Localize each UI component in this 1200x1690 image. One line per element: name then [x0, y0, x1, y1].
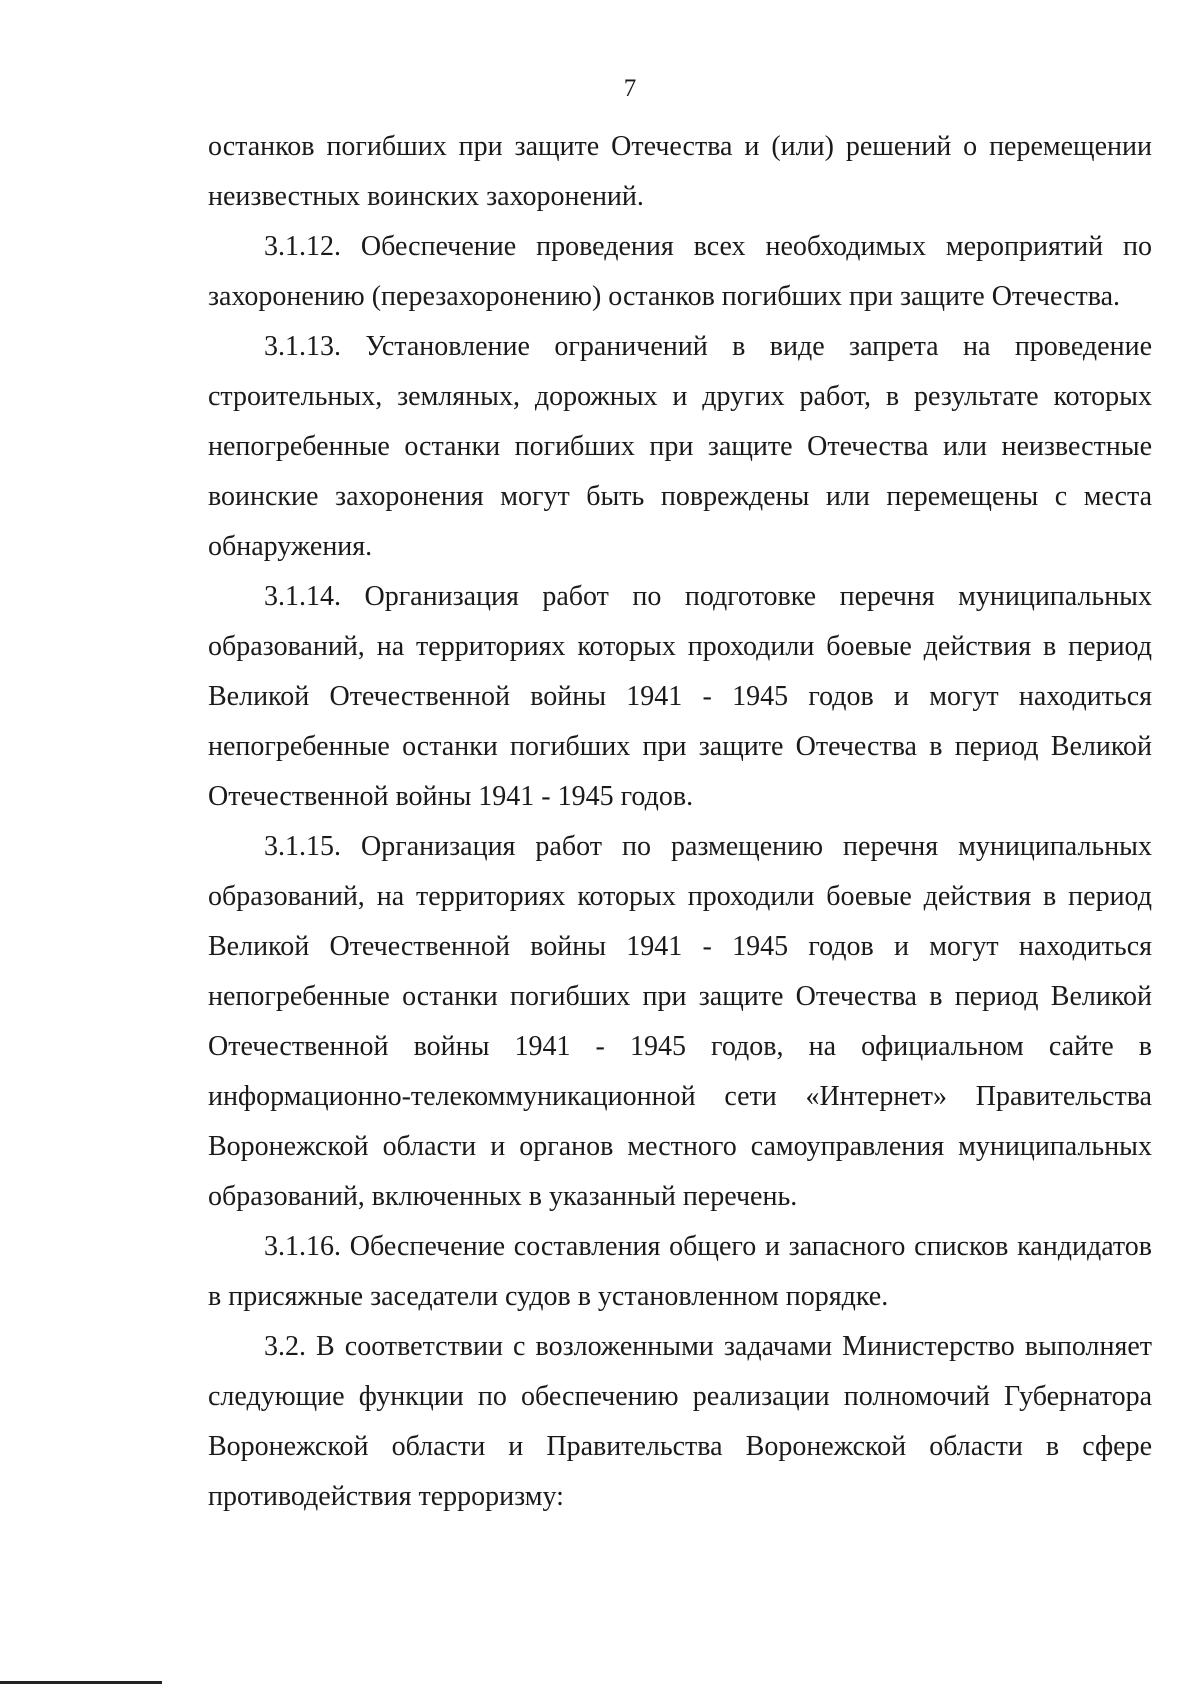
paragraph-3-1-13: 3.1.13. Установление ограничений в виде запрета на проведение строительных, земляных, дорожных и других работ, в результате которых непогребенные останки погибших при защите Отечества или неизвестные воинские захоронения могут быть повреждены или перемещены с места обнаружения.: [208, 331, 1152, 562]
paragraph-3-1-16: 3.1.16. Обеспечение составления общего и запасного списков кандидатов в присяжные заседатели судов в установленном порядке.: [208, 1231, 1152, 1312]
paragraph-3-1-15: 3.1.15. Организация работ по размещению перечня муниципальных образований, на территориях которых проходили боевые действия в период Великой Отечественной войны 1941 - 1945 годов и могут находиться непогребенные останки погибших при защите Отечества в период Великой Отечественной войны 1941 - 1945 годов, на официальном сайте в информационно-телекоммуникационной сети «Интернет» Правительства Воронежской области и органов местного самоуправления муниципальных образований, включенных в указанный перечень.: [208, 831, 1152, 1212]
paragraph-continued: останков погибших при защите Отечества и (или) решений о перемещении неизвестных воинских захоронений.: [208, 131, 1152, 212]
document-body: [208, 122, 1152, 1522]
paragraph-3-1-14: 3.1.14. Организация работ по подготовке перечня муниципальных образований, на территориях которых проходили боевые действия в период Великой Отечественной войны 1941 - 1945 годов и могут находиться непогребенные останки погибших при защите Отечества в период Великой Отечественной войны 1941 - 1945 годов.: [208, 581, 1152, 812]
paragraph-3-1-12: 3.1.12. Обеспечение проведения всех необходимых мероприятий по захоронению (перезахоронению) останков погибших при защите Отечества.: [208, 231, 1152, 312]
page-number: 7: [623, 75, 637, 102]
footer-rule: [0, 1681, 162, 1684]
paragraph-3-2: 3.2. В соответствии с возложенными задачами Министерство выполняет следующие функции по обеспечению реализации полномочий Губернатора Воронежской области и Правительства Воронежской области в сфере противодействия терроризму:: [208, 1331, 1152, 1512]
